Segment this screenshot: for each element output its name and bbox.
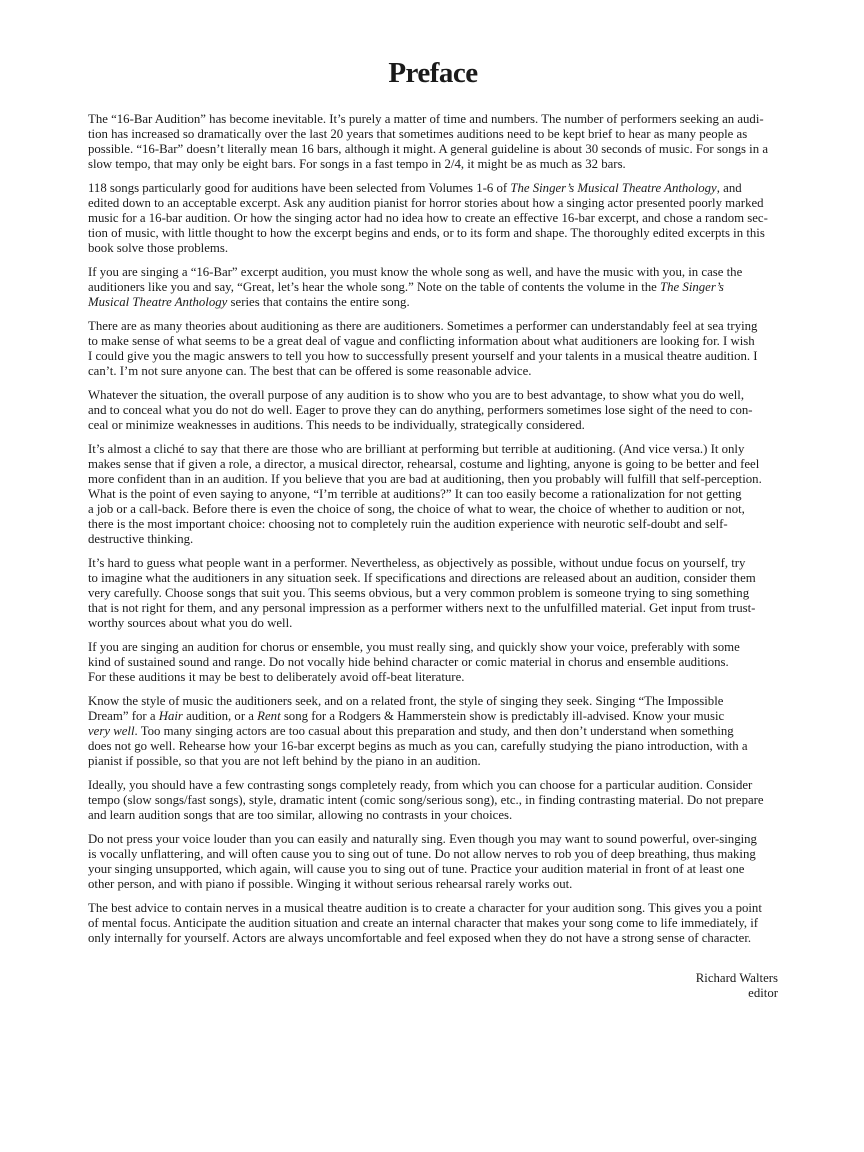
text-run: Whatever the situation, the overall purpose of any audition is to show who you are to best advantage, to show what you do well, <box>88 387 745 402</box>
text-run: What is the point of even saying to anyone, “I’m terrible at auditions?” It can too easily become a rationalization for not getting <box>88 487 742 502</box>
text-run: The “16-Bar Audition” has become inevitable. It’s purely a matter of time and numbers. The number of performers seeking an audi- <box>88 112 764 126</box>
text-run: Ideally, you should have a few contrasting songs completely ready, from which you can choose for a particular audition. Consider <box>88 778 753 792</box>
text-run: makes sense that if given a role, a director, a musical director, rehearsal, costume and lighting, anyone is going to be better and feel <box>88 456 760 471</box>
text-run: can’t. I’m not sure anyone can. The best that can be offered is some reasonable advice. <box>88 364 532 379</box>
italic-title: very well <box>88 724 135 739</box>
text-run: auditioners like you and say, “Great, let’s hear the whole song.” Note on the table of contents the volume in the <box>88 280 661 295</box>
text-run: tion has increased so dramatically over the last 20 years that sometimes auditions need to be kept brief to hear as many people as <box>88 127 748 142</box>
paragraph <box>88 694 778 769</box>
text-run: your singing unsupported, which again, will cause you to sing out of tune. Practice your audition material in front of at least one <box>88 862 745 877</box>
text-run: song for a Rodgers & Hammerstein show is predictably ill-advised. Know your music <box>280 709 725 724</box>
text-run: 118 songs particularly good for auditions have been selected from Volumes 1-6 of <box>88 180 511 195</box>
page-title: Preface <box>388 57 478 89</box>
preface-body <box>88 112 778 946</box>
paragraph <box>88 112 778 172</box>
paragraph <box>88 265 778 310</box>
text-run: There are as many theories about auditioning as there are auditioners. Sometimes a performer can understandably feel at sea trying <box>88 318 758 333</box>
text-run: tempo (slow songs/fast songs), style, dramatic intent (comic song/serious song), etc., in finding contrasting material. Do not prepare <box>88 793 764 808</box>
paragraph <box>88 778 778 823</box>
text-run: music for a 16-bar audition. Or how the singing actor had no idea how to create an effective 16-bar excerpt, and chose a random sec- <box>88 211 768 226</box>
paragraph <box>88 442 778 548</box>
signature-role: editor <box>748 986 778 1001</box>
text-run: If you are singing an audition for chorus or ensemble, you must really sing, and quickly show your voice, preferably with some <box>88 640 740 655</box>
text-run: other person, and with piano if possible. Winging it without serious rehearsal rarely works out. <box>88 877 573 892</box>
text-run: edited down to an acceptable excerpt. Ask any audition pianist for horror stories about how a singing actor presented poorly marked <box>88 196 764 211</box>
paragraph <box>88 832 778 892</box>
italic-title: Hair <box>158 709 183 724</box>
paragraph <box>88 181 778 256</box>
text-run: destructive thinking. <box>88 532 194 547</box>
text-run: . Too many singing actors are too casual about this preparation and study, and then don’t understand when something <box>134 724 734 739</box>
signature-block <box>88 971 778 1001</box>
paragraph <box>88 901 778 946</box>
paragraph <box>88 640 778 685</box>
text-run: to imagine what the auditioners in any situation seek. If specifications and directions are released about an audition, consider them <box>88 571 756 586</box>
text-run: Know the style of music the auditioners seek, and on a related front, the style of singing they seek. Singing “The Impossible <box>88 693 724 708</box>
text-run: slow tempo, that may only be eight bars. For songs in a fast tempo in 2/4, it might be as much as 32 bars. <box>88 157 626 172</box>
text-run: more confident than in an audition. If you believe that you are bad at auditioning, then you probably will fulfill that self-perception. <box>88 471 762 486</box>
text-run: to make sense of what seems to be a great deal of vague and conflicting information about what auditioners are looking for. I wish <box>88 334 755 348</box>
text-run: is vocally unflattering, and will often cause you to sing out of tune. Do not allow nerves to rob you of deep breathing, thus making <box>88 846 756 861</box>
text-run: Do not press your voice louder than you can easily and naturally sing. Even though you may want to sound powerful, over-singing <box>88 831 757 846</box>
italic-title: The Singer’s <box>660 280 724 295</box>
text-run: I could give you the magic answers to tell you how to successfully present yourself and your talents in a musical theatre audition. I <box>88 349 758 364</box>
italic-title: Musical Theatre Anthology <box>88 295 228 310</box>
text-run: very carefully. Choose songs that suit you. This seems obvious, but a very common problem is someone trying to sing something <box>88 586 750 601</box>
text-run: It’s hard to guess what people want in a performer. Nevertheless, as objectively as possible, without undue focus on yourself, try <box>88 556 746 570</box>
paragraph <box>88 319 778 379</box>
text-run: of mental focus. Anticipate the audition situation and create an internal character that makes your song come to life immediately, if <box>88 915 759 930</box>
document-page <box>88 56 778 1001</box>
text-run: Dream” for a <box>88 709 159 724</box>
text-run: possible. “16-Bar” doesn’t literally mean 16 bars, although it might. A general guideline is about 30 seconds of music. For songs in a <box>88 142 769 157</box>
text-run: audition, or a <box>182 709 258 724</box>
text-run: only internally for yourself. Actors are always uncomfortable and feel exposed when they do not have a strong sense of character. <box>88 931 752 946</box>
text-run: , and <box>716 180 742 195</box>
text-run: ceal or minimize weaknesses in auditions. This needs to be individually, strategically considered. <box>88 418 585 433</box>
italic-title: The Singer’s Musical Theatre Anthology <box>510 180 717 195</box>
text-run: book solve those problems. <box>88 241 229 256</box>
text-run: tion of music, with little thought to how the excerpt begins and ends, or to its form and shape. The thoroughly edited excerpts in this <box>88 226 765 241</box>
text-run: that is not right for them, and any personal impression as a performer withers next to the unfulfilled material. Get input from trust- <box>88 601 756 616</box>
text-run: and learn audition songs that are too similar, allowing no contrasts in your choices. <box>88 808 513 823</box>
text-run: It’s almost a cliché to say that there are those who are brilliant at performing but terrible at auditioning. (And vice versa.) It only <box>88 441 745 456</box>
paragraph <box>88 388 778 433</box>
text-run: pianist if possible, so that you are not left behind by the piano in an audition. <box>88 754 481 769</box>
text-run: The best advice to contain nerves in a musical theatre audition is to create a character for your audition song. This gives you a point <box>88 900 762 915</box>
text-run: For these auditions it may be best to deliberately avoid off-beat literature. <box>88 670 465 685</box>
text-run: If you are singing a “16-Bar” excerpt audition, you must know the whole song as well, and have the music with you, in case the <box>88 265 743 280</box>
text-run: does not go well. Rehearse how your 16-bar excerpt begins as much as you can, carefully studying the piano introduction, with a <box>88 739 748 754</box>
text-run: kind of sustained sound and range. Do not vocally hide behind character or comic material in chorus and ensemble auditions. <box>88 655 729 670</box>
text-run: there is the most important choice: choosing not to completely ruin the audition experience with neurotic self-doubt and self- <box>88 517 728 532</box>
text-run: a job or a call-back. Before there is even the choice of song, the choice of what to wear, the choice of whether to audition or not, <box>88 502 745 517</box>
signature-name: Richard Walters <box>695 971 778 986</box>
text-run: and to conceal what you do not do well. Eager to prove they can do anything, performers sometimes lose sight of the need to con- <box>88 402 753 417</box>
paragraph <box>88 556 778 631</box>
text-run: series that contains the entire song. <box>227 295 410 310</box>
italic-title: Rent <box>257 709 281 724</box>
text-run: worthy sources about what you do well. <box>88 616 293 631</box>
